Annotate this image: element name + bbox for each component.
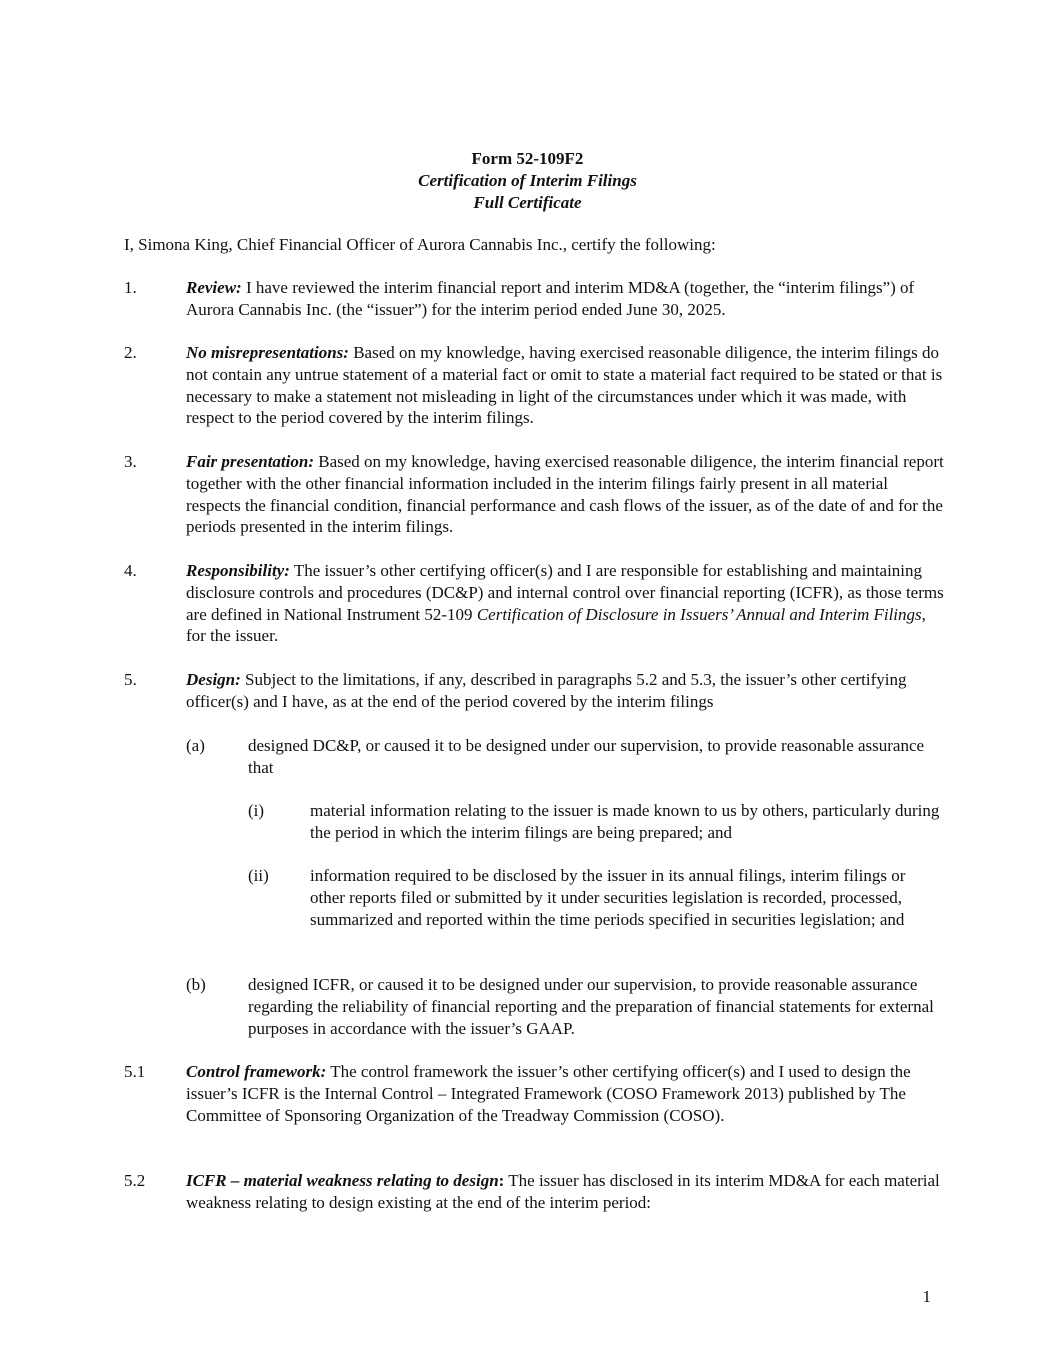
item-misrepresentations <box>186 342 946 429</box>
item-design <box>186 669 946 713</box>
item-control-framework <box>186 1061 946 1126</box>
item-number-5-1: 5.1 <box>124 1062 146 1081</box>
design-i-text: material information relating to the issuer is made known to us by others, particularly during the period in which the interim filings are being prepared; and <box>310 801 940 842</box>
resp-instrument-title: Certification of Disclosure in Issuers’ Annual and Interim Filings, <box>476 604 926 624</box>
misrep-text: Based on my knowledge, having exercised reasonable diligence, the interim filings do not contain any untrue statement of a material fact or omit to state a material fact required to be stated or that is necessary to make a statement not misleading in light of the circumstances under which it was made, with respect to the period covered by the interim filings. <box>186 343 943 428</box>
design-a-text: designed DC&P, or caused it to be designed under our supervision, to provide reasonable assurance that <box>248 736 925 777</box>
item-responsibility <box>186 560 946 647</box>
item-review <box>186 277 946 321</box>
design-ii-label: (ii) <box>248 866 269 885</box>
item-number-3: 3. <box>124 452 137 471</box>
design-b-label: (b) <box>186 975 206 994</box>
form-number: Form 52-109F2 <box>471 149 584 168</box>
design-heading: Design: <box>186 670 241 689</box>
review-text: I have reviewed the interim financial report and interim MD&A (together, the “interim filings”) of Aurora Cannabis Inc. (the “issuer”) for the interim period ended June 30, 2025. <box>186 278 915 319</box>
item-number-4: 4. <box>124 561 137 580</box>
form-title: Certification of Interim Filings <box>418 171 637 190</box>
review-heading: Review: <box>186 278 242 297</box>
control-text: The control framework the issuer’s other certifying officer(s) and I used to design the issuer’s ICFR is the Internal Control – Integrated Framework (COSO Framework 2013) published by The Committee of Sponsoring Organization of the Treadway Commission (COSO). <box>186 1062 911 1125</box>
weakness-colon: : <box>498 1171 505 1190</box>
fair-text: Based on my knowledge, having exercised reasonable diligence, the interim financial report together with the other financial information included in the interim filings fairly present in all material respects the financial condition, financial performance and cash flows of the issuer, as of the date of and for the periods presented in the interim filings. <box>186 452 944 537</box>
fair-heading: Fair presentation: <box>186 452 314 471</box>
misrep-heading: No misrepresentations: <box>186 343 349 362</box>
design-text: Subject to the limitations, if any, described in paragraphs 5.2 and 5.3, the issuer’s other certifying officer(s) and I have, as at the end of the period covered by the interim filings <box>186 670 907 711</box>
design-a-label: (a) <box>186 736 205 755</box>
weakness-heading: ICFR – material weakness relating to design <box>186 1171 499 1190</box>
resp-text-end: for the issuer. <box>186 626 279 646</box>
control-heading: Control framework: <box>186 1062 327 1081</box>
design-i-label: (i) <box>248 801 265 820</box>
design-b-text: designed ICFR, or caused it to be designed under our supervision, to provide reasonable assurance regarding the reliability of financial reporting and the preparation of financial statements for external purposes in accordance with the issuer’s GAAP. <box>248 975 934 1038</box>
page-number: 1 <box>922 1287 931 1306</box>
item-icfr-weakness <box>186 1170 946 1214</box>
item-number-2: 2. <box>124 343 137 362</box>
item-number-5-2: 5.2 <box>124 1171 146 1190</box>
design-ii-text: information required to be disclosed by the issuer in its annual filings, interim filings or other reports filed or submitted by it under securities legislation is recorded, processed, summarized and reported within the time periods specified in securities legislation; and <box>310 866 906 929</box>
item-number-1: 1. <box>124 278 137 297</box>
item-fair-presentation <box>186 451 946 538</box>
intro-paragraph: I, Simona King, Chief Financial Officer of Aurora Cannabis Inc., certify the following: <box>124 235 716 254</box>
resp-text: The issuer’s other certifying officer(s) and I are responsible for establishing and maintaining disclosure controls and procedures (DC&P) and internal control over financial reporting (ICFR), as those terms are defined in National Instrument 52-109 <box>186 561 944 624</box>
weakness-text: The issuer has disclosed in its interim MD&A for each material weakness relating to design existing at the end of the interim period: <box>186 1171 940 1212</box>
form-subtitle: Full Certificate <box>473 193 582 212</box>
item-number-5: 5. <box>124 670 137 689</box>
resp-heading: Responsibility: <box>186 561 290 580</box>
